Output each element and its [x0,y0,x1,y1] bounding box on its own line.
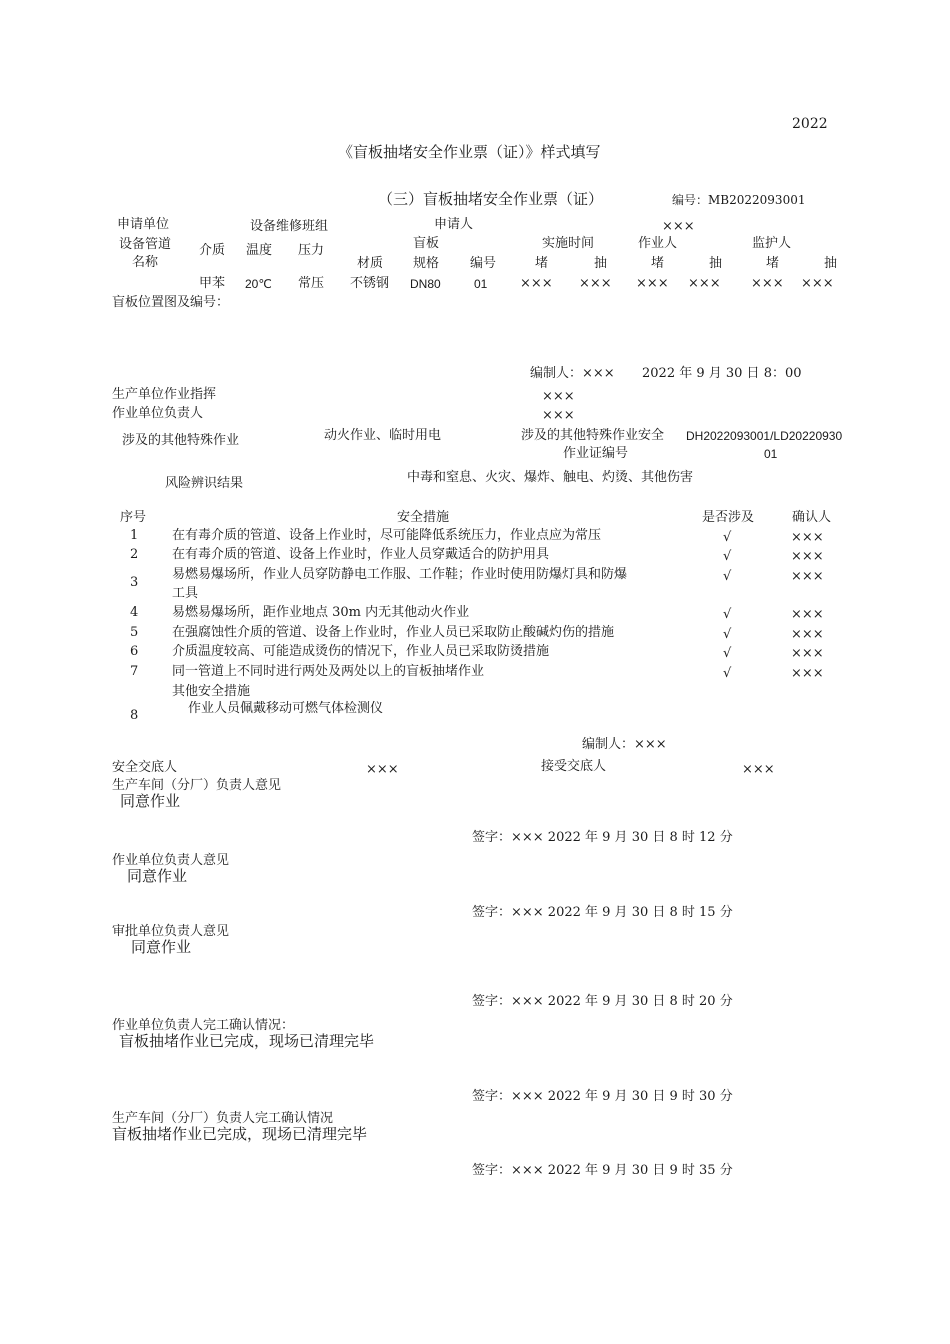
unit-leader-label: 作业单位负责人 [112,406,204,421]
measure-no: 6 [130,644,139,659]
special-cert-label-1: 涉及的其他特殊作业安全 [521,428,665,443]
header-blind: 盲板 [413,236,440,251]
row-worker-plug: ××× [636,276,669,291]
header-pressure: 压力 [298,243,325,258]
header-medium: 介质 [199,243,226,258]
special-cert-label-2: 作业证编号 [563,446,629,461]
row-guardian-pull: ××× [801,276,834,291]
header-worker: 作业人 [638,236,678,251]
applicant-person-value: ××× [662,219,695,234]
measure-no: 1 [130,528,139,543]
risk-value: 中毒和窒息、火灾、爆炸、触电、灼烫、其他伤害 [407,470,694,485]
measures-header-measure: 安全措施 [397,510,450,525]
opinion-label: 审批单位负责人意见 [112,924,230,939]
opinion-signature: 签字：××× 2022 年 9 月 30 日 9 时 35 分 [472,1163,733,1178]
handover-giver-label: 安全交底人 [112,760,178,775]
other-measures-value: 作业人员佩戴移动可燃气体检测仪 [188,701,384,716]
applicant-unit-value: 设备维修班组 [250,219,329,234]
measure-no: 7 [130,664,139,679]
header-guardian-pull: 抽 [824,256,838,271]
row-spec: DN80 [410,277,441,291]
measures-header-involved: 是否涉及 [702,510,755,525]
measure-text: 在有毒介质的管道、设备上作业时，作业人员穿戴适合的防护用具 [172,547,550,562]
other-measures-label: 其他安全措施 [172,684,251,699]
opinion-value: 同意作业 [120,792,181,810]
row-pressure: 常压 [298,276,325,291]
row-number: 01 [474,277,488,291]
special-cert-value-2: 01 [764,447,778,461]
risk-label: 风险辨识结果 [165,476,244,491]
measure-text: 在强腐蚀性介质的管道、设备上作业时，作业人员已采取防止酸碱灼伤的措施 [172,625,615,640]
measure-no: 3 [130,575,139,590]
measure-involved: √ [723,646,732,661]
header-number: 编号 [470,256,497,271]
blind-position-date: 2022 年 9 月 30 日 8：00 [642,366,802,381]
header-material: 材质 [357,256,384,271]
row-temp: 20℃ [245,277,272,291]
measure-no: 5 [130,625,139,640]
measure-no: 8 [130,708,139,723]
opinion-signature: 签字：××× 2022 年 9 月 30 日 8 时 15 分 [472,905,733,920]
year-label: 2022 [792,116,828,132]
commander-value: ××× [542,389,575,404]
special-work-label: 涉及的其他特殊作业 [122,433,240,448]
measures-header-confirm: 确认人 [792,510,832,525]
row-medium: 甲苯 [199,276,226,291]
header-pipe-name: 设备管道名称 [118,237,171,270]
opinion-label: 作业单位负责人意见 [112,853,230,868]
applicant-unit-label: 申请单位 [117,217,170,232]
measures-header-no: 序号 [120,510,147,525]
opinion-label: 生产车间（分厂）负责人意见 [112,778,282,793]
form-title: （三）盲板抽堵安全作业票（证） [378,190,604,208]
opinion-signature: 签字：××× 2022 年 9 月 30 日 8 时 12 分 [472,830,733,845]
measure-confirm: ××× [791,666,824,681]
header-guardian-plug: 堵 [766,256,780,271]
measure-text: 介质温度较高、可能造成烫伤的情况下，作业人员已采取防烫措施 [172,644,550,659]
measure-involved: √ [723,627,732,642]
blind-position-label: 盲板位置图及编号： [112,295,230,310]
measure-confirm: ××× [791,569,824,584]
opinion-value: 盲板抽堵作业已完成，现场已清理完毕 [112,1125,368,1143]
opinion-value: 盲板抽堵作业已完成，现场已清理完毕 [119,1032,375,1050]
unit-leader-value: ××× [542,408,575,423]
measure-text: 同一管道上不同时进行两处及两处以上的盲板抽堵作业 [172,664,485,679]
applicant-person-label: 申请人 [434,217,474,232]
opinion-signature: 签字：××× 2022 年 9 月 30 日 8 时 20 分 [472,994,733,1009]
serial-label: 编号： [672,193,709,207]
measure-involved: √ [723,569,732,584]
measure-text: 在有毒介质的管道、设备上作业时，尽可能降低系统压力，作业点应为常压 [172,528,602,543]
serial-value: MB2022093001 [708,193,806,207]
opinion-label: 生产车间（分厂）负责人完工确认情况 [112,1111,334,1126]
commander-label: 生产单位作业指挥 [112,387,217,402]
measure-text: 易燃易爆场所，作业人员穿防静电工作服、工作鞋；作业时使用防爆灯具和防爆 [172,567,628,582]
opinion-value: 同意作业 [131,938,192,956]
opinion-label: 作业单位负责人完工确认情况： [112,1018,295,1033]
measure-no: 2 [130,547,139,562]
handover-giver-value: ××× [366,762,399,777]
measure-involved: √ [723,549,732,564]
measure-confirm: ××× [791,646,824,661]
blind-position-compiler: 编制人：××× [530,366,615,381]
handover-receiver-label: 接受交底人 [541,759,607,774]
measure-text-continued: 工具 [172,586,199,601]
serial-number [672,193,805,207]
measure-text: 易燃易爆场所，距作业地点 30m 内无其他动火作业 [172,605,470,620]
measure-involved: √ [723,607,732,622]
header-time-pull: 抽 [594,256,608,271]
row-material: 不锈钢 [350,276,390,291]
header-guardian: 监护人 [752,236,792,251]
measure-involved: √ [723,530,732,545]
measure-involved: √ [723,666,732,681]
row-worker-pull: ××× [688,276,721,291]
measures-compiler: 编制人：××× [582,737,667,752]
header-temp: 温度 [246,243,273,258]
row-time-plug: ××× [520,276,553,291]
special-work-value: 动火作业、临时用电 [324,428,442,443]
measure-confirm: ××× [791,530,824,545]
row-guardian-plug: ××× [751,276,784,291]
special-cert-value-1: DH2022093001/LD20220930 [686,429,843,443]
handover-receiver-value: ××× [742,762,775,777]
row-time-pull: ××× [579,276,612,291]
measure-no: 4 [130,605,139,620]
opinion-signature: 签字：××× 2022 年 9 月 30 日 9 时 30 分 [472,1089,733,1104]
document-title: 《盲板抽堵安全作业票（证）》样式填写 [338,143,601,161]
header-worker-plug: 堵 [651,256,665,271]
header-worker-pull: 抽 [709,256,723,271]
opinion-value: 同意作业 [127,867,188,885]
header-time: 实施时间 [542,236,595,251]
measure-confirm: ××× [791,627,824,642]
measure-confirm: ××× [791,607,824,622]
header-time-plug: 堵 [535,256,549,271]
measure-confirm: ××× [791,549,824,564]
header-spec: 规格 [413,256,440,271]
